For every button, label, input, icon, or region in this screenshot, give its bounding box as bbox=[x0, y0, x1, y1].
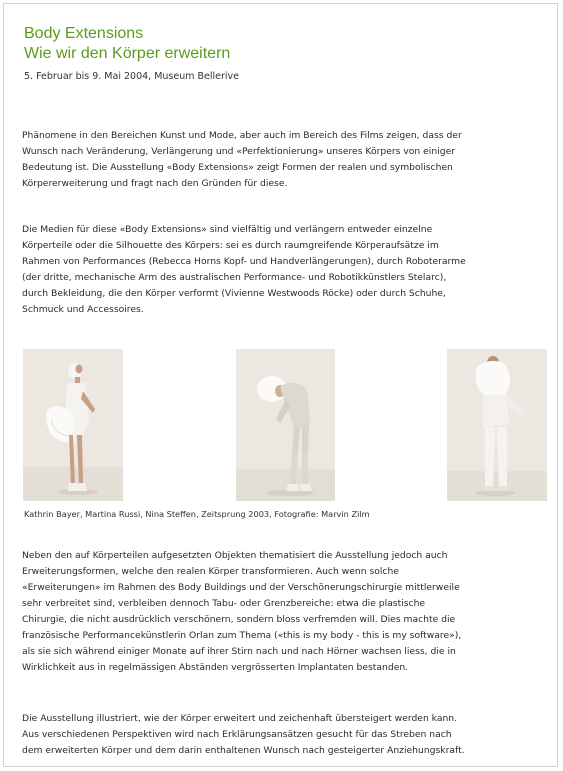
photo-caption: Kathrin Bayer, Martina Russi, Nina Steffen, Zeitsprung 2003, Fotografie: Marvin Zilm bbox=[24, 509, 370, 519]
paragraph-media: Die Medien für diese «Body Extensions» sind vielfältig und verlängern entweder einzelne Körperteile oder die Silhouette des Körpers: sei es durch raumgreifende Körperaufsätze im Rahmen von Performances (Rebecca Horns Kopf- und Handverlängerungen), durch Roboterarme (der dritte, mechanische Arm des australischen Performance- und Robotikkünstlers Stelarc), durch Bekleidung, die den Körper verformt (Vivienne Westwoods Röcke) oder durch Schuhe, Schmuck und Accessoires. bbox=[22, 224, 466, 315]
photo-model-bent bbox=[236, 349, 335, 501]
exhibition-dateline: 5. Februar bis 9. Mai 2004, Museum Bellerive bbox=[24, 71, 239, 82]
paragraph-conclusion: Die Ausstellung illustriert, wie der Körper erweitert und zeichenhaft übersteigert werden kann. Aus verschiedenen Perspektiven wird nach Erklärungsansätzen gesucht für das Streben nach dem erweiterten Körper und dem darin enthaltenen Wunsch nach gesteigerter Anziehungskraft. bbox=[22, 713, 465, 756]
photo-model-backpack bbox=[447, 349, 547, 501]
page-title: Body Extensions bbox=[24, 25, 144, 42]
page-subtitle: Wie wir den Körper erweitern bbox=[24, 45, 231, 62]
photo-model-with-bag bbox=[23, 349, 123, 501]
paragraph-intro: Phänomene in den Bereichen Kunst und Mode, aber auch im Bereich des Films zeigen, dass der Wunsch nach Veränderung, Verlängerung und «Perfektionierung» unseres Körpers von einiger Bedeutung ist. Die Ausstellung «Body Extensions» zeigt Formen der realen und symbolischen Körpererweiterung und fragt nach den Gründen für diese. bbox=[22, 130, 462, 189]
page-frame bbox=[3, 3, 558, 767]
paragraph-transformation: Neben den auf Körperteilen aufgesetzten Objekten thematisiert die Ausstellung jedoch auch Erweiterungsformen, welche den realen Körper transformieren. Auch wenn solche «Erweiterungen» im Rahmen des Body Buildings und der Verschönerungschirurgie mittlerweile sehr verbreitet sind, verbleiben dennoch Tabu- oder Grenzbereiche: etwa die plastische Chirurgie, die nicht ausdrücklich verschönern, sondern bloss verfremden will. Dies machte die französische Performancekünstlerin Orlan zum Thema («this is my body - this is my software»), als sie sich während einiger Monate auf ihrer Stirn nach und nach Hörner wachsen liess, die in Wirklichkeit aus in regelmässigen Abständen vergrösserten Implantaten bestanden. bbox=[22, 550, 462, 673]
